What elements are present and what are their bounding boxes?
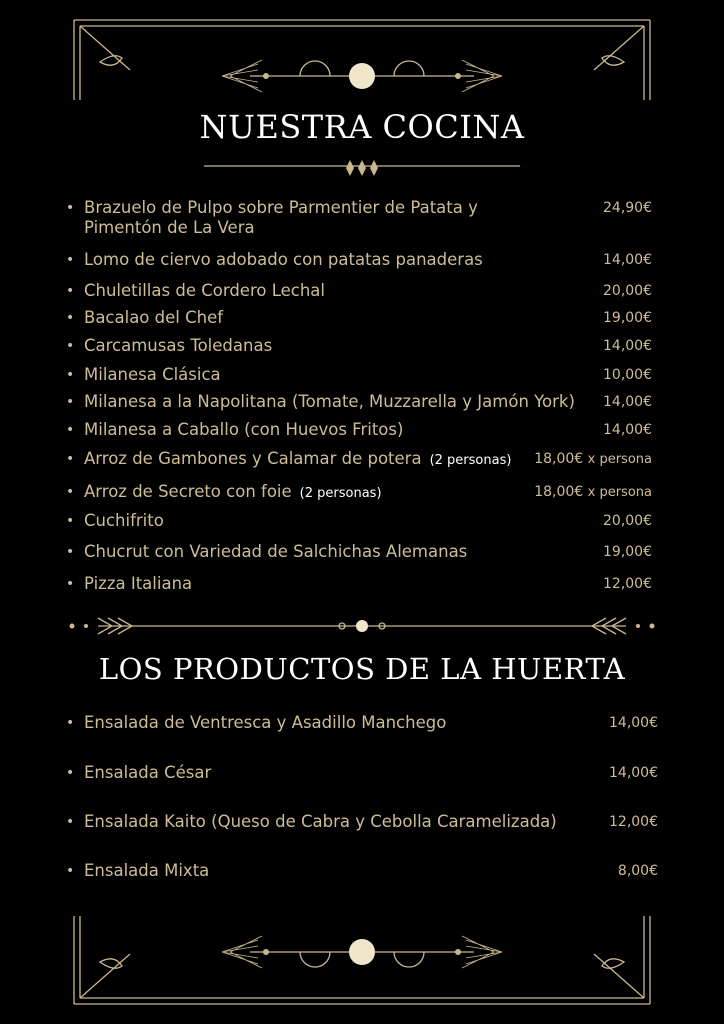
menu-item-price [603, 392, 652, 412]
menu-item-price-value: 18,00€ [534, 451, 584, 467]
menu-item-price [603, 574, 652, 594]
menu-item [66, 198, 652, 238]
menu-item-price [618, 861, 658, 881]
menu-item-name-text: Bacalao del Chef [84, 308, 224, 327]
menu-item-name-text: Ensalada de Ventresca y Asadillo Manchego [84, 713, 447, 732]
bullet-icon: • [66, 422, 75, 438]
menu-item-price-value: 14,00€ [603, 422, 652, 438]
menu-item-price-value: 14,00€ [609, 765, 658, 781]
menu-item-name [84, 365, 591, 385]
menu-item-price [603, 250, 652, 270]
menu-item-name [84, 198, 591, 238]
menu-item-name-text: Brazuelo de Pulpo sobre Parmentier de Patata y Pimentón de La Vera [84, 198, 478, 237]
menu-item-name [84, 861, 606, 881]
bullet-icon: • [66, 814, 75, 830]
menu-item-price [603, 336, 652, 356]
menu-item-name [84, 392, 591, 412]
menu-item-note: (2 personas) [299, 486, 382, 501]
menu-item-name-text: Milanesa a la Napolitana (Tomate, Muzzarella y Jamón York) [84, 392, 575, 411]
menu-item-price-value: 24,90€ [603, 200, 652, 216]
menu-item-price [603, 198, 652, 218]
menu-item-name [84, 250, 591, 270]
menu-item-price-value: 8,00€ [617, 863, 658, 879]
menu-item-name-text: Pizza Italiana [84, 574, 193, 593]
menu-item-name [84, 812, 597, 832]
menu-item-name-text: Chuletillas de Cordero Lechal [84, 281, 325, 300]
menu-item [66, 308, 652, 328]
menu-item [66, 542, 652, 562]
menu-item-price-value: 18,00€ [534, 484, 584, 500]
menu-item-price [534, 449, 652, 470]
menu-item-price-value: 12,00€ [603, 576, 652, 592]
menu-item-name [84, 574, 591, 594]
bullet-icon: • [66, 544, 75, 560]
menu-item-price [603, 308, 652, 328]
menu-item-price [603, 542, 652, 562]
menu-item-name [84, 449, 522, 471]
menu-item [66, 861, 658, 881]
menu-item-price-value: 19,00€ [603, 544, 652, 560]
menu-item-price [603, 281, 652, 301]
menu-item-name [84, 511, 591, 531]
menu-item [66, 365, 652, 385]
menu-item-name-text: Cuchifrito [84, 511, 164, 530]
menu-item [66, 713, 658, 733]
menu-item-price [609, 812, 658, 832]
menu-item-name-text: Chucrut con Variedad de Salchichas Alemanas [84, 542, 468, 561]
menu-item-price [609, 763, 658, 783]
bullet-icon: • [66, 863, 75, 879]
menu-item-name-text: Ensalada Mixta [84, 861, 210, 880]
menu-item [66, 449, 652, 471]
menu-item-name-text: Carcamusas Toledanas [84, 336, 273, 355]
menu-item [66, 392, 652, 412]
menu-item-price [609, 713, 658, 733]
section-title-huerta: LOS PRODUCTOS DE LA HUERTA [98, 652, 626, 686]
bullet-icon: • [66, 367, 75, 383]
menu-item-price [603, 511, 652, 531]
menu-item-price-value: 19,00€ [603, 310, 652, 326]
menu-item-price [534, 482, 652, 503]
bullet-icon: • [66, 394, 75, 410]
bullet-icon: • [66, 576, 75, 592]
bullet-icon: • [66, 765, 75, 781]
bullet-icon: • [66, 200, 75, 216]
menu-item-price [603, 420, 652, 440]
menu-item-name [84, 281, 591, 301]
menu-item-price-unit: x persona [587, 485, 652, 500]
menu-item-name-text: Arroz de Secreto con foie [84, 482, 292, 501]
bullet-icon: • [66, 283, 75, 299]
menu-item-price-value: 20,00€ [603, 513, 652, 529]
bullet-icon: • [66, 338, 75, 354]
bullet-icon: • [66, 484, 75, 500]
menu-item-note: (2 personas) [429, 453, 512, 468]
menu-item-name-text: Milanesa a Caballo (con Huevos Fritos) [84, 420, 404, 439]
bullet-icon: • [66, 252, 75, 268]
menu-item-name-text: Ensalada Kaito (Queso de Cabra y Cebolla Caramelizada) [84, 812, 557, 831]
menu-item-price-unit: x persona [587, 452, 652, 467]
menu-item [66, 250, 652, 270]
menu-item [66, 482, 652, 504]
menu-item-price-value: 14,00€ [609, 715, 658, 731]
menu-item-price-value: 20,00€ [603, 283, 652, 299]
bullet-icon: • [66, 513, 75, 529]
menu-item [66, 511, 652, 531]
menu-item [66, 763, 658, 783]
menu-item-name-text: Ensalada César [84, 763, 212, 782]
menu-item [66, 420, 652, 440]
bullet-icon: • [66, 310, 75, 326]
menu-item [66, 812, 658, 832]
menu-item-name [84, 420, 591, 440]
menu-item [66, 336, 652, 356]
bullet-icon: • [66, 451, 75, 467]
menu-item-name [84, 482, 522, 504]
menu-item-price-value: 10,00€ [603, 367, 652, 383]
menu-item-name [84, 763, 597, 783]
menu-item-name [84, 336, 591, 356]
section-title-cocina: NUESTRA COCINA [199, 108, 525, 146]
menu-item [66, 281, 652, 301]
menu-item-price-value: 14,00€ [603, 394, 652, 410]
menu-item-name-text: Arroz de Gambones y Calamar de potera [84, 449, 422, 468]
menu-item-price-value: 12,00€ [609, 814, 658, 830]
menu-item-name [84, 542, 591, 562]
menu-item-name-text: Milanesa Clásica [84, 365, 221, 384]
menu-item-price-value: 14,00€ [603, 252, 652, 268]
bullet-icon: • [66, 715, 75, 731]
menu-item-price-value: 14,00€ [603, 338, 652, 354]
menu-item [66, 574, 652, 594]
menu-item-name [84, 308, 591, 328]
menu-item-price [603, 365, 652, 385]
menu-item-name [84, 713, 597, 733]
menu-item-name-text: Lomo de ciervo adobado con patatas panaderas [84, 250, 483, 269]
